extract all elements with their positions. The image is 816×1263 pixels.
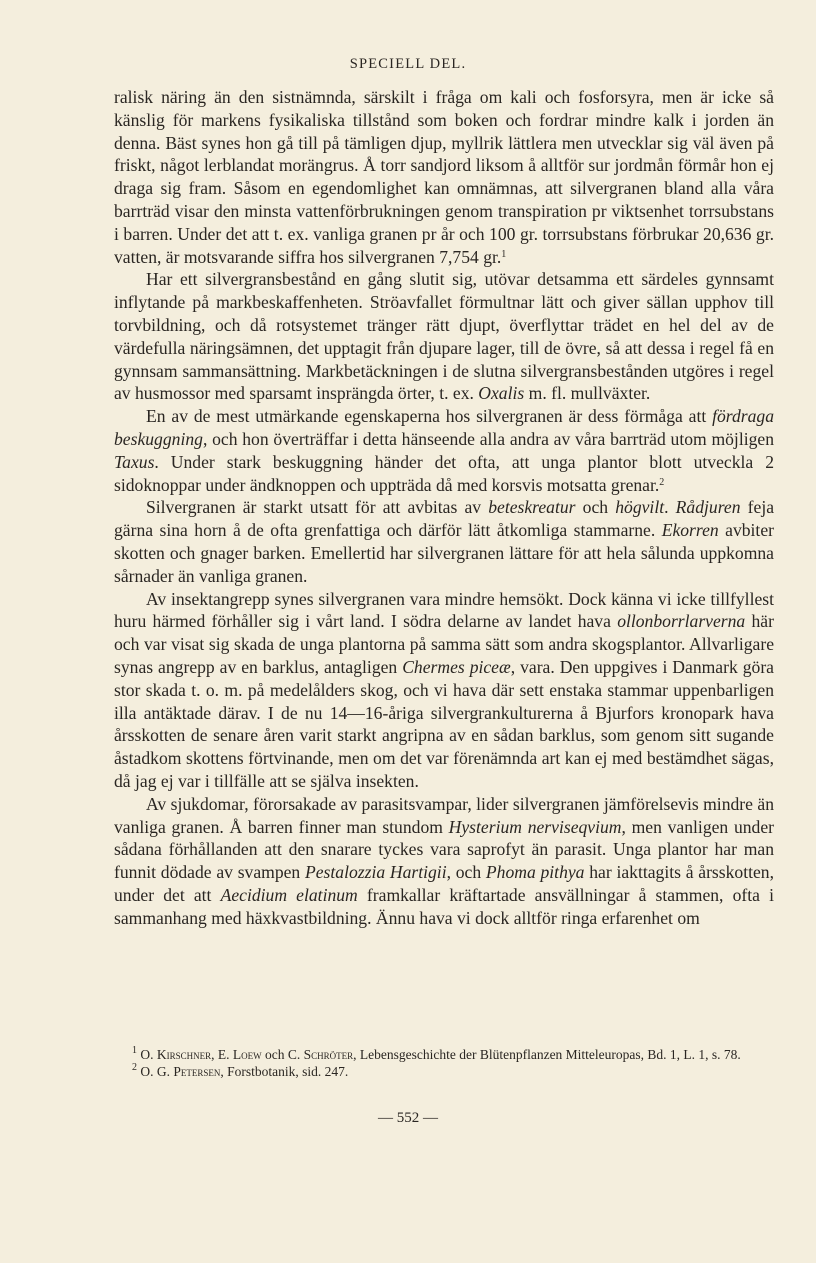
italic-term: högvilt [615,497,665,518]
text-run: , men vanligen under sådana förhållanden att den snarare tyckes vara saprofyt än parasit. Unga plantor har man funnit dödade av svampen [114,816,775,883]
footnote [114,1063,774,1080]
running-head: SPECIELL DEL. [349,56,467,72]
text-run: Har ett silvergransbestånd en gång slutit sig, utövar detsamma ett särdeles gynnsamt inflytande på markbeskaffenheten. Ströavfallet förmultnar lätt och giver sällan upphov till torvbildning, och då rotsystemet tränger rätt djupt, överflyttar trädet en hel del av de värdefulla näringsämnen, det upptagit från djupare lager, till de övre, så att dessa i regel få en gynnsam sammansättning. Markbetäckningen i de slutna silvergransbestånden utgöres i regel av husmossor med sparsamt insprängda örter, t. ex. [114,269,774,404]
paragraph [114,793,774,930]
paragraph [114,86,774,268]
paragraph [114,268,774,405]
text-run: , Forstbotanik, sid. 247. [220,1064,349,1079]
paragraph [114,496,774,587]
text-run: och [575,497,616,518]
footnote-ref: 1 [501,248,507,260]
italic-term: beteskreatur [488,497,576,518]
italic-term: Chermes piceæ [402,656,511,677]
text-run: , och [446,862,486,883]
author-name: O. Kirschner, E. Loew [140,1047,262,1062]
italic-term: Phoma pithya [485,862,585,883]
italic-term: Hysterium nerviseqvium [448,816,622,837]
footnote-mark: 1 [132,1045,137,1056]
text-run: Silvergranen är starkt utsatt för att avbitas av [146,497,489,518]
italic-term: Ekorren [661,520,719,541]
text-run: och [261,1047,288,1062]
text-run: , Lebensgeschichte der Blütenpflanzen Mitteleuropas, Bd. 1, L. 1, s. 78. [353,1047,741,1062]
footnote [114,1046,774,1063]
author-name: C. Schröter [287,1047,354,1062]
text-run: , och hon överträffar i detta hänseende alla andra av våra barrträd utom möjligen [202,428,774,449]
text-run: . Under stark beskuggning händer det ofta, att unga plantor blott utveckla 2 sidoknoppar under ändknoppen och uppträda då med korsvis motsatta grenar. [114,451,774,495]
italic-term: Aecidium elatinum [220,884,358,905]
footnotes [114,1046,774,1080]
italic-term: Oxalis [478,383,525,404]
footnote-ref: 2 [659,476,665,488]
body-text [114,86,774,929]
text-run: , vara. Den uppgives i Danmark göra stor skada t. o. m. på medelålders skog, och vi hava där sett enstaka stammar uppenbarligen illa antäktade därav. I de nu 14—16-åriga silvergrankulturerna å Bjurfors kronopark hava årsskotten de senare åren varit starkt angripna av en sådan barklus, som genom sitt sugande åstadkom skottens förtvinande, men om det var förenämnda art kan ej med bestämdhet sägas, då jag ej var i tillfälle att se själva insekten. [114,656,774,791]
text-run: ralisk näring än den sistnämnda, särskilt i fråga om kali och fosforsyra, men är icke så känslig för markens fysikaliska tillstånd som boken och fordrar mindre kalk i jorden än denna. Bäst synes hon gå till på tämligen djup, myllrik lättlera men utvecklar sig väl även på friskt, något lerblandat morängrus. Å torr sandjord liksom å alltför sur jordmån förmår hon ej draga sig fram. Såsom en egendomlighet kan omnämnas, att silvergranen bland alla våra barrträd visar den minsta vattenförbrukningen genom transpiration pr viktsenhet torrsubstans i barren. Under det att t. ex. vanliga granen pr år och 100 gr. torrsubstans förbrukar 20,636 gr. vatten, är motsvarande siffra hos silvergranen 7,754 gr. [114,87,774,267]
italic-term: Rådjuren [675,497,741,518]
text-run: Av insektangrepp synes silvergranen vara mindre hemsökt. Dock känna vi icke tillfyllest huru härmed förhåller sig i vårt land. I södra delarne av landet hava [114,588,774,632]
paragraph [114,405,774,496]
text-run: feja gärna sina horn å de ofta grenfattiga och därför lätt åtkomliga stammarne. [114,497,775,541]
text-run: här och var visat sig skada de unga plantorna på samma sätt som andra skogsplantor. Allvarligare synas angrepp av en barklus, antagligen [114,611,774,677]
italic-term: fördraga beskuggning [114,406,774,449]
text-run: Av sjukdomar, förorsakade av parasitsvampar, lider silvergranen jämförelsevis mindre än vanliga granen. Å barren finner man stundom [114,793,774,837]
footnote-mark: 2 [132,1062,137,1073]
page-number: — 552 — [378,1110,438,1126]
paragraph [114,588,774,793]
text-run: . [664,497,676,518]
text-run: framkallar kräftartade ansvällningar å stammen, ofta i sammanhang med häxkvastbildning. Ännu hava vi dock alltför ringa erfarenhet om [114,884,774,928]
italic-term: Pestalozzia Hartigii [304,862,447,883]
italic-term: ollonborrlarverna [617,611,746,632]
text-run: har iakttagits å årsskotten, under det att [114,862,774,905]
author-name: O. G. Petersen [140,1064,221,1079]
text-run: m. fl. mullväxter. [524,383,651,404]
text-run: avbiter skotten och gnager barken. Emellertid har silvergranen lättare för att hela sålunda uppkomna sårnader än vanliga granen. [114,520,774,586]
text-run: En av de mest utmärkande egenskaperna hos silvergranen är dess förmåga att [146,406,713,427]
italic-term: Taxus [114,451,155,472]
